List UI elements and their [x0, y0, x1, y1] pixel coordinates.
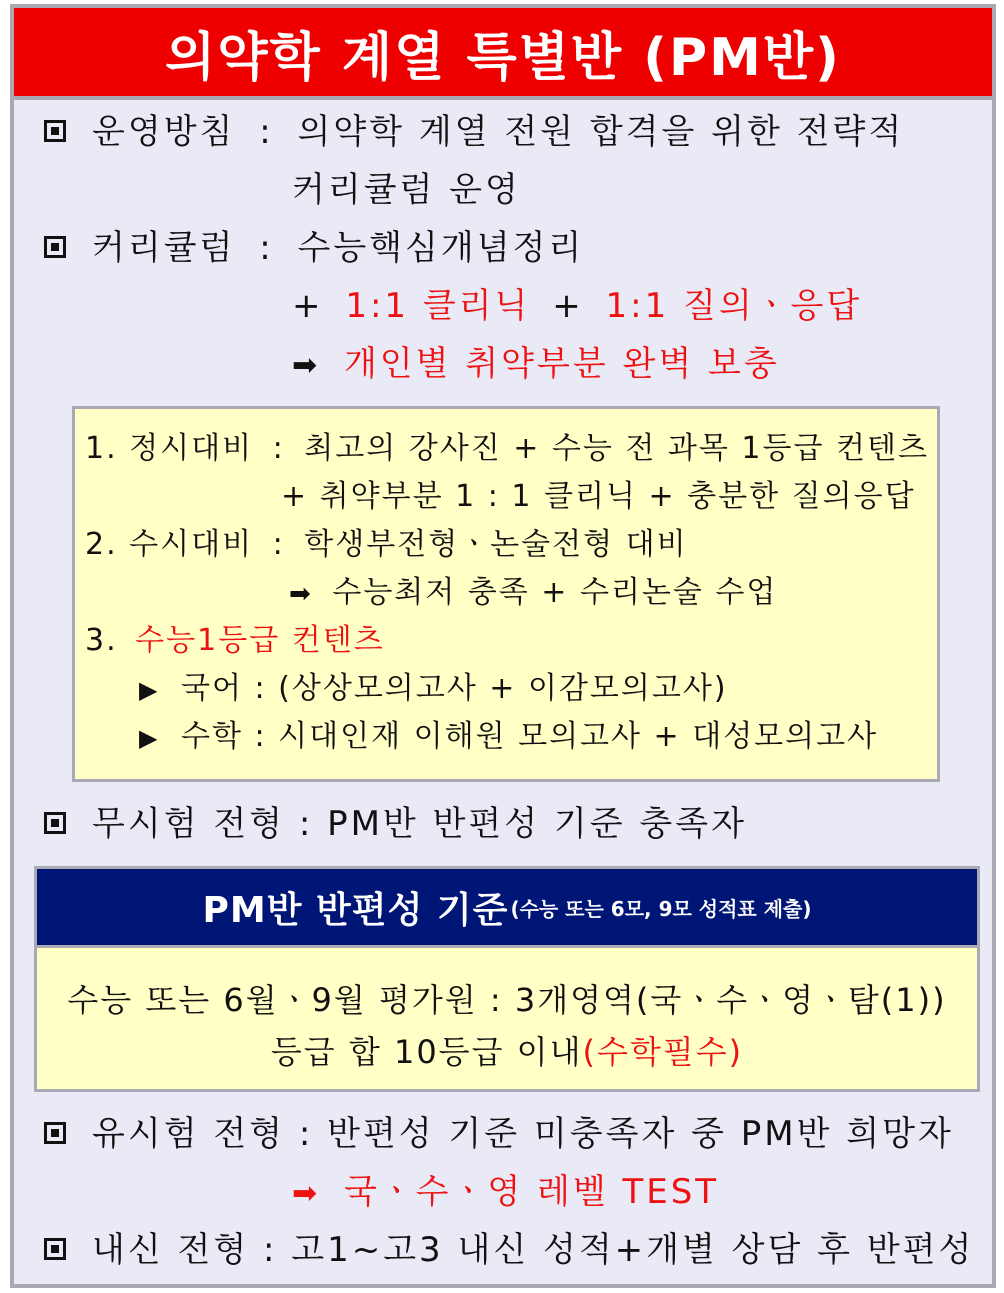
curriculum-line1: 수능핵심개념정리 [297, 228, 585, 268]
square-bullet-icon [44, 1238, 66, 1260]
item1-line2: + 취약부분 1 : 1 클리닉 + 충분한 질의응답 [281, 479, 916, 514]
policy-line1: 의약학 계열 전원 합격을 위한 전략적 [297, 112, 905, 152]
qa-text: 1:1 질의ㆍ응답 [605, 286, 863, 326]
policy-label: 운영방침 [92, 112, 236, 152]
poster-frame [10, 4, 996, 1288]
pm-criteria-subtitle: (수능 또는 6모, 9모 성적표 제출) [510, 896, 812, 921]
item1-sep: : [272, 431, 285, 466]
details-box [72, 406, 940, 782]
item1-line1: 최고의 강사진 + 수능 전 과목 1등급 컨텐츠 [304, 431, 929, 466]
item2-row [85, 527, 688, 563]
no-exam-row [44, 804, 747, 844]
item3-row [85, 623, 385, 659]
plus-sign-2: + [552, 286, 584, 326]
clinic-text: 1:1 클리닉 [345, 286, 531, 326]
item2-line2-row [289, 575, 777, 612]
item2-sep: : [272, 527, 285, 562]
curriculum-row [44, 228, 584, 268]
pm-criteria-box [34, 866, 980, 1092]
item3-label: 수능1등급 컨텐츠 [135, 623, 385, 658]
triangle-bullet-icon: ▶ [139, 724, 160, 752]
school-text: 내신 전형 : 고1~고3 내신 성적+개별 상담 후 반편성 [92, 1230, 975, 1270]
triangle-bullet-icon: ▶ [139, 676, 160, 704]
curriculum-label: 커리큘럼 [92, 228, 236, 268]
exam-row [44, 1114, 954, 1154]
school-row [44, 1230, 974, 1270]
square-bullet-icon [44, 236, 66, 258]
item2-line1: 학생부전형ㆍ논술전형 대비 [304, 527, 688, 562]
exam-result-row [292, 1172, 719, 1214]
pm-criteria-title: PM반 반편성 기준 [202, 889, 509, 931]
pm-criteria-line2 [37, 1027, 977, 1073]
item3-num: 3. [85, 623, 118, 658]
sub2-text: 수학 : 시대인재 이해원 모의고사 + 대성모의고사 [181, 719, 879, 754]
item2-label: 2. 수시대비 [85, 527, 254, 562]
sub2-row [139, 719, 878, 756]
policy-row [44, 112, 904, 152]
exam-text: 유시험 전형 : 반편성 기준 미충족자 중 PM반 희망자 [92, 1114, 954, 1154]
plus-sign: + [292, 286, 324, 326]
page-title: 의약학 계열 특별반 (PM반) [14, 8, 992, 100]
item1-label: 1. 정시대비 [85, 431, 254, 466]
pm-criteria-line2-red: (수학필수) [582, 1033, 744, 1071]
curriculum-line2 [292, 286, 862, 326]
pm-criteria-line1: 수능 또는 6월ㆍ9월 평가원 : 3개영역(국ㆍ수ㆍ영ㆍ탐(1)) [67, 981, 947, 1019]
square-bullet-icon [44, 1122, 66, 1144]
pm-criteria-line2-main: 등급 합 10등급 이내 [270, 1033, 583, 1071]
curriculum-sep: : [259, 228, 274, 268]
right-arrow-icon: ➡ [289, 579, 313, 609]
no-exam-text: 무시험 전형 : PM반 반편성 기준 충족자 [92, 804, 747, 844]
item2-line2: 수능최저 충족 + 수리논술 수업 [332, 575, 778, 610]
item1-row [85, 431, 929, 467]
square-bullet-icon [44, 812, 66, 834]
sub1-text: 국어 : (상상모의고사 + 이감모의고사) [181, 671, 728, 706]
pm-criteria-header [37, 869, 977, 948]
square-bullet-icon [44, 120, 66, 142]
right-arrow-icon: ➡ [292, 1176, 321, 1211]
policy-sep: : [259, 112, 274, 152]
policy-line2: 커리큘럼 운영 [292, 170, 521, 210]
right-arrow-icon: ➡ [292, 348, 321, 383]
curriculum-result: 개인별 취약부분 완벽 보충 [343, 344, 780, 384]
curriculum-line3 [292, 344, 780, 386]
sub1-row [139, 671, 728, 708]
exam-result: 국ㆍ수ㆍ영 레벨 TEST [343, 1172, 720, 1212]
